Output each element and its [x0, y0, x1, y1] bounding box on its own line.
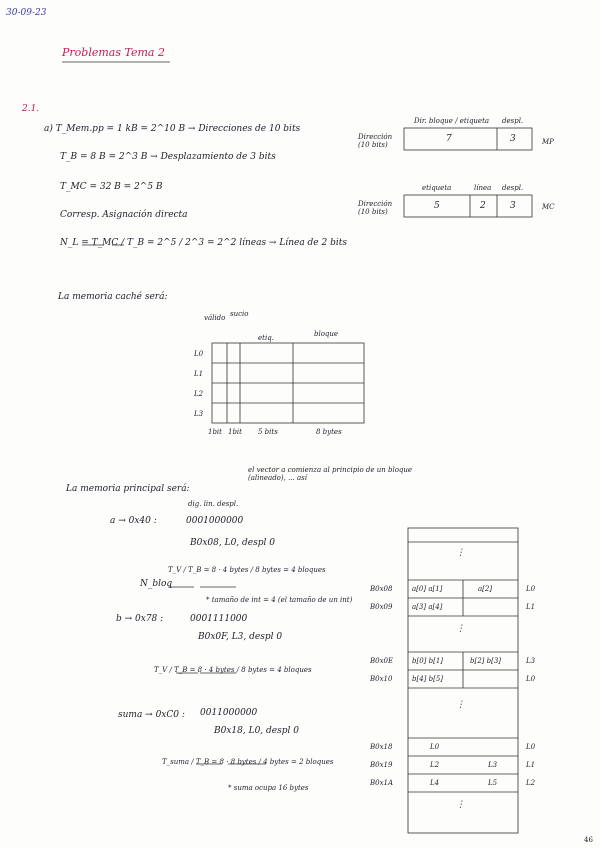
cache-intro: La memoria caché será: [58, 292, 168, 302]
n-bloq-a: T_V / T_B = 8 · 4 bytes / 8 bytes = 4 bloques [168, 566, 326, 574]
mp-header-block: Dir. bloque / etiqueta [414, 117, 490, 125]
memory-row-line: L3 [526, 657, 536, 665]
memory-cell: L4 [430, 779, 440, 787]
mc-value-line: 2 [480, 201, 486, 211]
cache-footer: 1bit [228, 428, 242, 436]
suma-fields: B0x18, L0, despl 0 [214, 726, 299, 736]
memory-row-addr: B0x0E [370, 657, 394, 665]
cache-row-label: L3 [194, 410, 204, 418]
cache-footer: 1bit [208, 428, 222, 436]
mp-side-label: MP [542, 138, 554, 146]
suma-binary: 0011000000 [200, 708, 258, 718]
memory-row-addr: B0x18 [370, 743, 393, 751]
field-note: dig. lin. despl. [188, 500, 239, 508]
mp-value-block: 7 [446, 134, 452, 144]
n-suma-note: * suma ocupa 16 bytes [228, 784, 309, 792]
mp-header-displ: despl. [502, 117, 524, 125]
memory-dots: ⋮ [456, 800, 465, 810]
line-c: T_MC = 32 B = 2^5 B [60, 182, 163, 192]
mc-value-tag: 5 [434, 201, 440, 211]
memory-cell: a[2] [478, 585, 493, 593]
mp-value-displ: 3 [510, 134, 516, 144]
line-a: a) T_Mem.pp = 1 kB = 2^10 B → Direcciones de 10 bits [44, 124, 301, 134]
n-bloq-a-note: * tamaño de int = 4 (el tamaño de un int) [206, 596, 353, 604]
memory-row-line: L1 [526, 603, 536, 611]
cache-header-tag: etiq. [258, 334, 274, 342]
memory-cell: L5 [488, 779, 498, 787]
memory-cell: L2 [430, 761, 440, 769]
date: 30-09-23 [6, 8, 47, 18]
memory-dots: ⋮ [456, 700, 465, 710]
memory-cell: a[3] a[4] [412, 603, 443, 611]
mc-header-line: línea [474, 184, 492, 192]
line-e: N_L = T_MC / T_B = 2^5 / 2^3 = 2^2 líneas → Línea de 2 bits [60, 238, 347, 248]
memory-dots: ⋮ [456, 548, 465, 558]
memory-cell: b[2] b[3] [470, 657, 502, 665]
memory-row-line: L0 [526, 743, 536, 751]
a-binary: 0001000000 [186, 516, 244, 526]
mc-side-label: MC [542, 203, 555, 211]
cache-footer: 8 bytes [316, 428, 342, 436]
memory-row-addr: B0x19 [370, 761, 393, 769]
b-fields: B0x0F, L3, despl 0 [198, 632, 283, 642]
cache-row-label: L0 [194, 350, 204, 358]
memory-row-line: L2 [526, 779, 536, 787]
cache-row-label: L1 [194, 370, 204, 378]
memory-cell: L3 [488, 761, 498, 769]
n-suma: T_suma / T_B = 8 · 8 bytes / 4 bytes = 2 bloques [162, 758, 334, 766]
b-binary: 0001111000 [190, 614, 248, 624]
mp-address-label: Dirección (10 bits) [358, 133, 393, 149]
memory-row-addr: B0x10 [370, 675, 393, 683]
mc-header-displ: despl. [502, 184, 524, 192]
n-bloq-a-label: N_bloq [140, 579, 173, 589]
cache-dirty-label: sucio [230, 310, 249, 318]
a-fields: B0x08, L0, despl 0 [190, 538, 275, 548]
mc-value-displ: 3 [510, 201, 516, 211]
b-address: b → 0x78 : [116, 614, 164, 624]
memory-row-addr: B0x08 [370, 585, 393, 593]
page-number: 46 [584, 836, 593, 844]
mc-address-label: Dirección (10 bits) [358, 200, 393, 216]
memory-cell: b[4] b[5] [412, 675, 444, 683]
alignment-note: el vector a comienza al principio de un bloque (alineado), ... así [248, 466, 413, 482]
a-address: a → 0x40 : [110, 516, 157, 526]
mc-header-tag: etiqueta [422, 184, 452, 192]
memory-cell: a[0] a[1] [412, 585, 443, 593]
suma-address: suma → 0xC0 : [118, 710, 185, 720]
memory-row-line: L0 [526, 585, 536, 593]
cache-header-block: bloque [314, 330, 339, 338]
memory-cell: b[0] b[1] [412, 657, 444, 665]
memory-row-line: L1 [526, 761, 536, 769]
memory-row-line: L0 [526, 675, 536, 683]
memory-dots: ⋮ [456, 624, 465, 634]
cache-row-label: L2 [194, 390, 204, 398]
memory-row-addr: B0x1A [370, 779, 394, 787]
memory-row-addr: B0x09 [370, 603, 393, 611]
line-d: Corresp. Asignación directa [60, 210, 188, 220]
cache-footer: 5 bits [258, 428, 278, 436]
main-memory-intro: La memoria principal será: [66, 484, 190, 494]
n-bloq-b: T_V / T_B = 8 · 4 bytes / 8 bytes = 4 bloques [154, 666, 312, 674]
problem-number: 2.1. [22, 104, 40, 114]
page-title: Problemas Tema 2 [62, 46, 165, 59]
memory-cell: L0 [430, 743, 440, 751]
line-b: T_B = 8 B = 2^3 B → Desplazamiento de 3 bits [60, 152, 276, 162]
cache-valid-label: válido [204, 314, 226, 322]
